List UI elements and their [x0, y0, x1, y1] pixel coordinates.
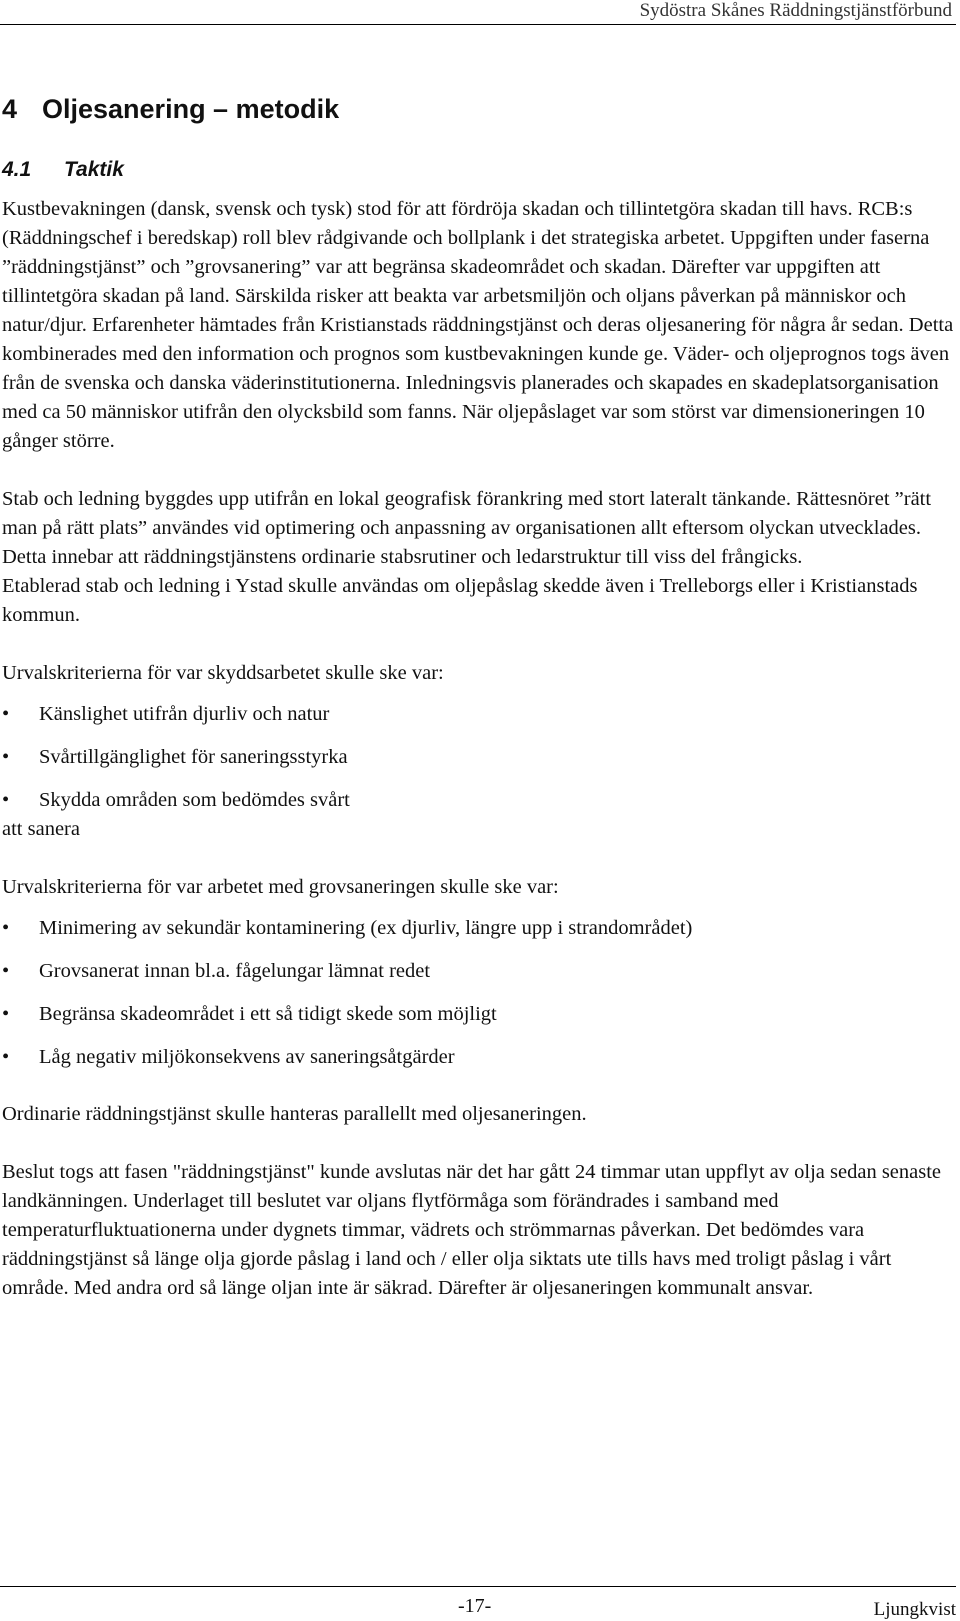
- bullet-icon: •: [2, 789, 10, 811]
- section-number: 4: [2, 94, 18, 124]
- list-item: • Grovsanerat innan bl.a. fågelungar lämnat redet: [2, 957, 957, 986]
- paragraph-decision: Beslut togs att fasen "räddningstjänst" kunde avslutas när det har gått 24 timmar utan uppflyt av olja sedan senaste landkänningen. Underlaget till beslutet var oljans flytförmåga som förändrades i samband med temperaturfluktuationerna under dygnets timmar, vädrets och strömmarnas påverkan. Det bedömdes vara räddningstjänst så länge olja gjorde påslag i land och / eller olja siktats ute tills havs med troligt påslag i vårt område. Med andra ord så länge oljan inte är säkrad. Därefter är oljesaneringen kommunalt ansvar.: [2, 1161, 942, 1299]
- paragraph-tactics: Kustbevakningen (dansk, svensk och tysk) stod för att fördröja skadan och tillintetgöra skadan till havs. RCB:s (Räddningschef i beredskap) roll blev rådgivande och bollplank i det strategiska arbetet. Uppgiften under faserna ”räddningstjänst” och ”grovsanering” var att begränsa skadeområdet och skadan. Därefter var uppgiften att tillintetgöra skadan på land. Särskilda risker att beakta var arbetsmiljön och oljans påverkan på människor och natur/djur. Erfarenheter hämtades från Kristianstads räddningstjänst och deras oljesanering för några år sedan. Detta kombinerades med den information och prognos som kustbevakningen kunde ge. Väder- och oljeprognos togs även från de svenska och danska väderinstitutionerna. Inledningsvis planerades och skapades en skadeplatsorganisation med ca 50 människor utifrån den olycksbild som fanns. När oljepåslaget var som störst var dimensioneringen 10 gånger större.: [2, 198, 954, 452]
- paragraph-ordinary: Ordinarie räddningstjänst skulle hanteras parallellt med oljesaneringen.: [2, 1103, 587, 1125]
- bullet-icon: •: [2, 746, 10, 768]
- list-item: • Svårtillgänglighet för saneringsstyrka: [2, 743, 957, 772]
- page-number: -17-: [458, 1595, 492, 1617]
- bullet-icon: •: [2, 917, 10, 939]
- section-heading: [2, 94, 339, 125]
- list-item: • Skydda områden som bedömdes svårt: [2, 786, 957, 815]
- list-item: • Låg negativ miljökonsekvens av saneringsåtgärder: [2, 1043, 957, 1072]
- list-item: • Begränsa skadeområdet i ett så tidigt skede som möjligt: [2, 1000, 957, 1029]
- header-organization: Sydöstra Skånes Räddningstjänstförbund: [639, 0, 952, 21]
- paragraph-criteria-protection: Urvalskriterierna för var skyddsarbetet skulle ske var:: [2, 662, 444, 684]
- section-title: Oljesanering – metodik: [42, 94, 340, 124]
- paragraph-routines: Detta innebar att räddningstjänstens ordinarie stabsrutiner och ledarstruktur till viss del frångicks.: [2, 546, 803, 568]
- page-header: [0, 0, 956, 25]
- bullet-icon: •: [2, 703, 10, 725]
- list-item: • Känslighet utifrån djurliv och natur: [2, 700, 957, 729]
- subsection-heading: [2, 158, 124, 182]
- list-item: • Minimering av sekundär kontaminering (ex djurliv, längre upp i strandområdet): [2, 914, 957, 943]
- bullet-icon: •: [2, 960, 10, 982]
- paragraph-criteria-cleanup: Urvalskriterierna för var arbetet med grovsaneringen skulle ske var:: [2, 876, 559, 898]
- paragraph-list-continuation: att sanera: [2, 818, 80, 840]
- subsection-title: Taktik: [64, 158, 124, 181]
- footer-author: Ljungkvist: [873, 1599, 956, 1620]
- subsection-number: 4.1: [2, 158, 32, 181]
- page-footer: [0, 1586, 956, 1621]
- document-body: [2, 195, 957, 1303]
- bullet-icon: •: [2, 1003, 10, 1025]
- paragraph-ystad: Etablerad stab och ledning i Ystad skulle användas om oljepåslag skedde även i Trelleborgs eller i Kristianstads kommun.: [2, 575, 918, 626]
- paragraph-staff: Stab och ledning byggdes upp utifrån en lokal geografisk förankring med stort lateralt tänkande. Rättesnöret ”rätt man på rätt plats” användes vid optimering och anpassning av organisationen allt eftersom olyckan utvecklades.: [2, 488, 932, 539]
- bullet-icon: •: [2, 1046, 10, 1068]
